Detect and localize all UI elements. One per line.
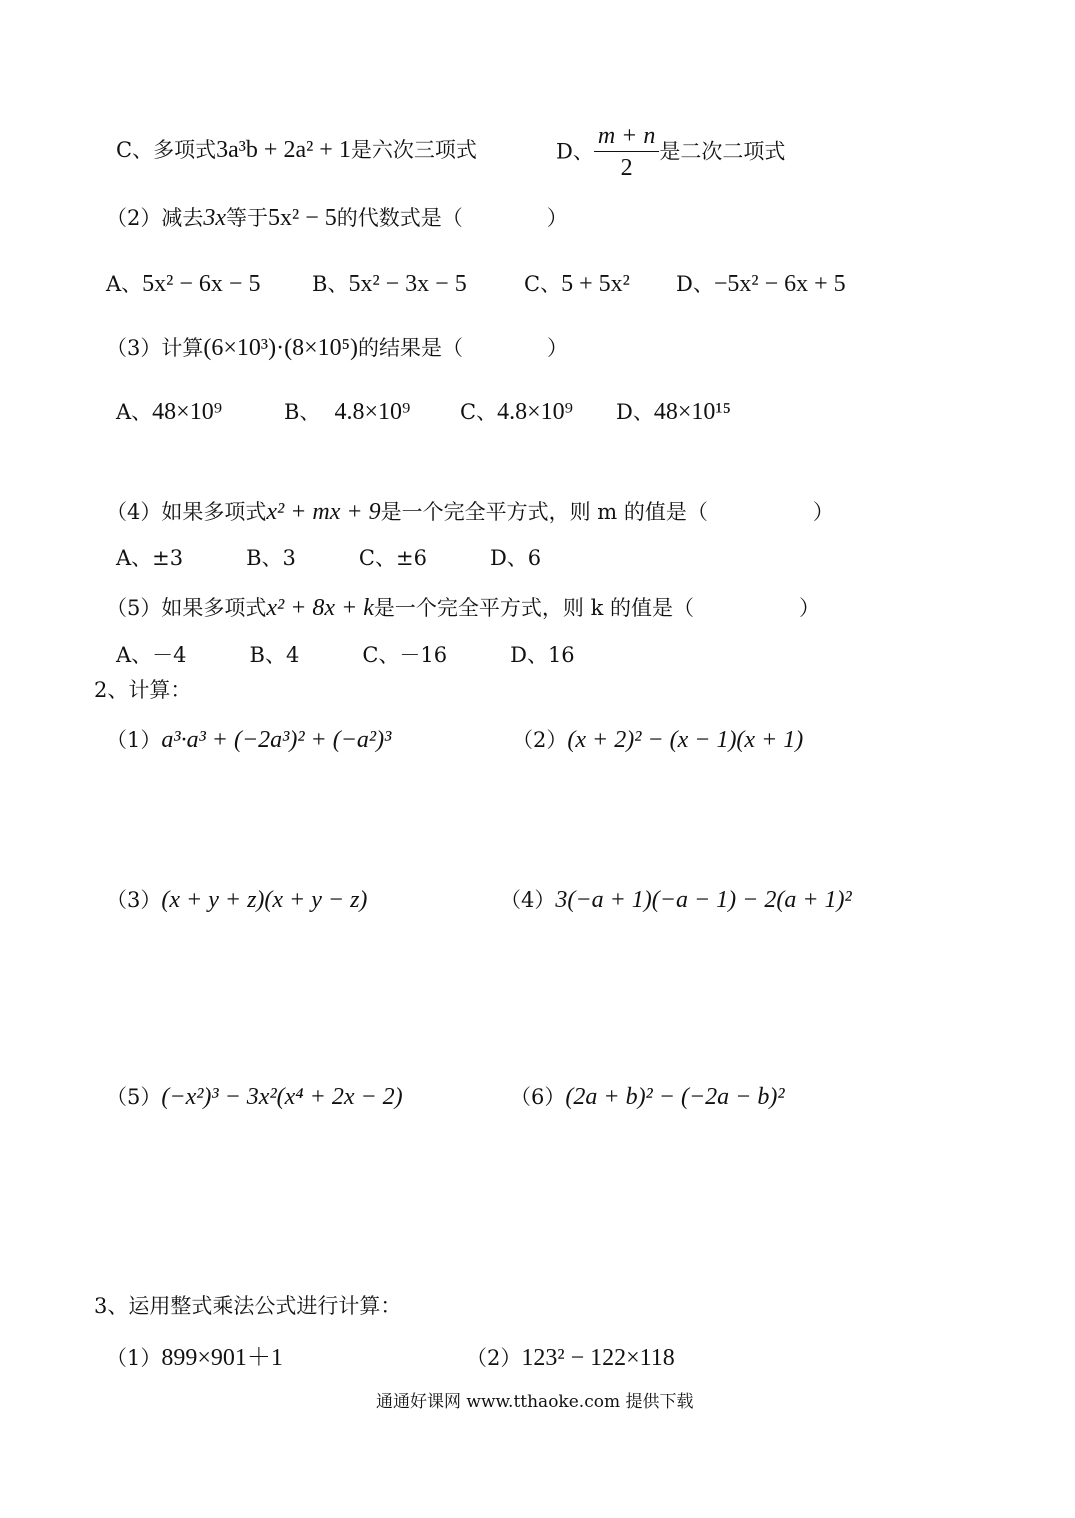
- q1-3-option-b: [284, 400, 410, 424]
- q1-4-stem: [106, 500, 834, 524]
- stem-expr: x² + 8x + k: [266, 595, 374, 621]
- stem-expr: 5x² − 5: [268, 205, 337, 231]
- problem-expr: (2a + b)² − (−2a − b)²: [565, 1084, 785, 1110]
- problem-label: （5）: [106, 1085, 162, 1109]
- q1-3-option-a: [116, 400, 222, 424]
- stem-text: 的代数式是（ ）: [336, 206, 568, 230]
- option-label: B、: [284, 400, 321, 424]
- option-label: D、: [676, 272, 714, 296]
- q2-problem-4: [500, 888, 852, 912]
- fraction-numerator: m + n: [594, 124, 660, 152]
- problem-expr: 123² − 122×118: [521, 1345, 675, 1371]
- problem-expr: 3(−a + 1)(−a − 1) − 2(a + 1)²: [555, 887, 852, 913]
- q2-problem-1: [106, 728, 391, 752]
- q2-problem-2: [512, 728, 803, 752]
- q2-heading: 2、计算：: [94, 678, 192, 702]
- problem-label: （6）: [510, 1085, 566, 1109]
- option-label: A、: [116, 400, 153, 424]
- q1-2-stem: [106, 206, 568, 230]
- problem-expr: (x + 2)² − (x − 1)(x + 1): [567, 727, 804, 753]
- stem-text: （3）计算: [106, 336, 204, 360]
- stem-text: （2）减去: [106, 206, 204, 230]
- q1-option-c: [116, 138, 477, 162]
- option-expr: 5x² − 6x − 5: [142, 271, 261, 297]
- q1-option-d-fraction: [594, 124, 660, 180]
- q1-3-option-d: [616, 400, 731, 424]
- q1-option-c-expr: 3a³b + 2a² + 1: [216, 137, 351, 163]
- option-expr: −5x² − 6x + 5: [713, 271, 846, 297]
- option-label: A、: [106, 272, 143, 296]
- problem-expr: (x + y + z)(x + y − z): [161, 887, 368, 913]
- problem-expr: (−x²)³ − 3x²(x⁴ + 2x − 2): [161, 1084, 403, 1110]
- q3-problem-1: [106, 1346, 283, 1370]
- q1-option-c-text: 是六次三项式: [350, 138, 477, 162]
- problem-label: （1）: [106, 1346, 162, 1370]
- stem-text: 的结果是（ ）: [357, 336, 568, 360]
- q1-option-d-text: 是二次二项式: [659, 139, 786, 164]
- q1-option-d: [556, 124, 785, 180]
- option-expr: 4.8×10⁹: [334, 399, 411, 425]
- q2-problem-6: [510, 1085, 785, 1109]
- problem-label: （1）: [106, 728, 162, 752]
- q2-problem-3: [106, 888, 367, 912]
- option-label: D、: [616, 400, 654, 424]
- option-label: C、: [460, 400, 498, 424]
- q1-5-stem: [106, 596, 820, 620]
- q3-problem-2: [466, 1346, 675, 1370]
- stem-text: 等于: [226, 206, 269, 230]
- stem-text: （4）如果多项式: [106, 500, 267, 524]
- option-label: C、: [524, 272, 562, 296]
- q1-3-stem: [106, 336, 568, 360]
- option-expr: 5x² − 3x − 5: [348, 271, 467, 297]
- option-label: B、: [312, 272, 349, 296]
- option-expr: 5 + 5x²: [561, 271, 630, 297]
- option-expr: 48×10¹⁵: [653, 399, 731, 425]
- stem-expr: x² + mx + 9: [266, 499, 381, 525]
- stem-text: 是一个完全平方式，则 k 的值是（ ）: [373, 596, 820, 620]
- q2-problem-5: [106, 1085, 403, 1109]
- problem-label: （2）: [466, 1346, 522, 1370]
- problem-label: （2）: [512, 728, 568, 752]
- option-expr: 48×10⁹: [152, 399, 223, 425]
- q1-5-options: A、－4 B、4 C、－16 D、16: [116, 643, 575, 667]
- q1-2-option-d: [676, 272, 846, 296]
- problem-expr: 899×901＋1: [161, 1345, 283, 1371]
- problem-label: （4）: [500, 888, 556, 912]
- q1-2-option-b: [312, 272, 467, 296]
- stem-expr: 3x: [203, 205, 227, 231]
- q1-2-option-a: [106, 272, 260, 296]
- problem-label: （3）: [106, 888, 162, 912]
- stem-text: 是一个完全平方式，则 m 的值是（ ）: [380, 500, 834, 524]
- q1-2-option-c: [524, 272, 630, 296]
- stem-expr: (6×10³)·(8×10⁵): [203, 335, 358, 361]
- q1-3-option-c: [460, 400, 573, 424]
- q1-option-c-label: C、多项式: [116, 138, 217, 162]
- q3-heading: 3、运用整式乘法公式进行计算：: [94, 1294, 402, 1318]
- fraction-denominator: 2: [620, 155, 633, 181]
- page-footer: 通通好课网 www.tthaoke.com 提供下载: [376, 1392, 694, 1412]
- option-expr: 4.8×10⁹: [497, 399, 573, 425]
- q1-4-options: A、±3 B、3 C、±6 D、6: [116, 546, 542, 570]
- q1-option-d-label: D、: [556, 139, 594, 164]
- stem-text: （5）如果多项式: [106, 596, 267, 620]
- problem-expr: a³·a³ + (−2a³)² + (−a²)³: [161, 727, 392, 753]
